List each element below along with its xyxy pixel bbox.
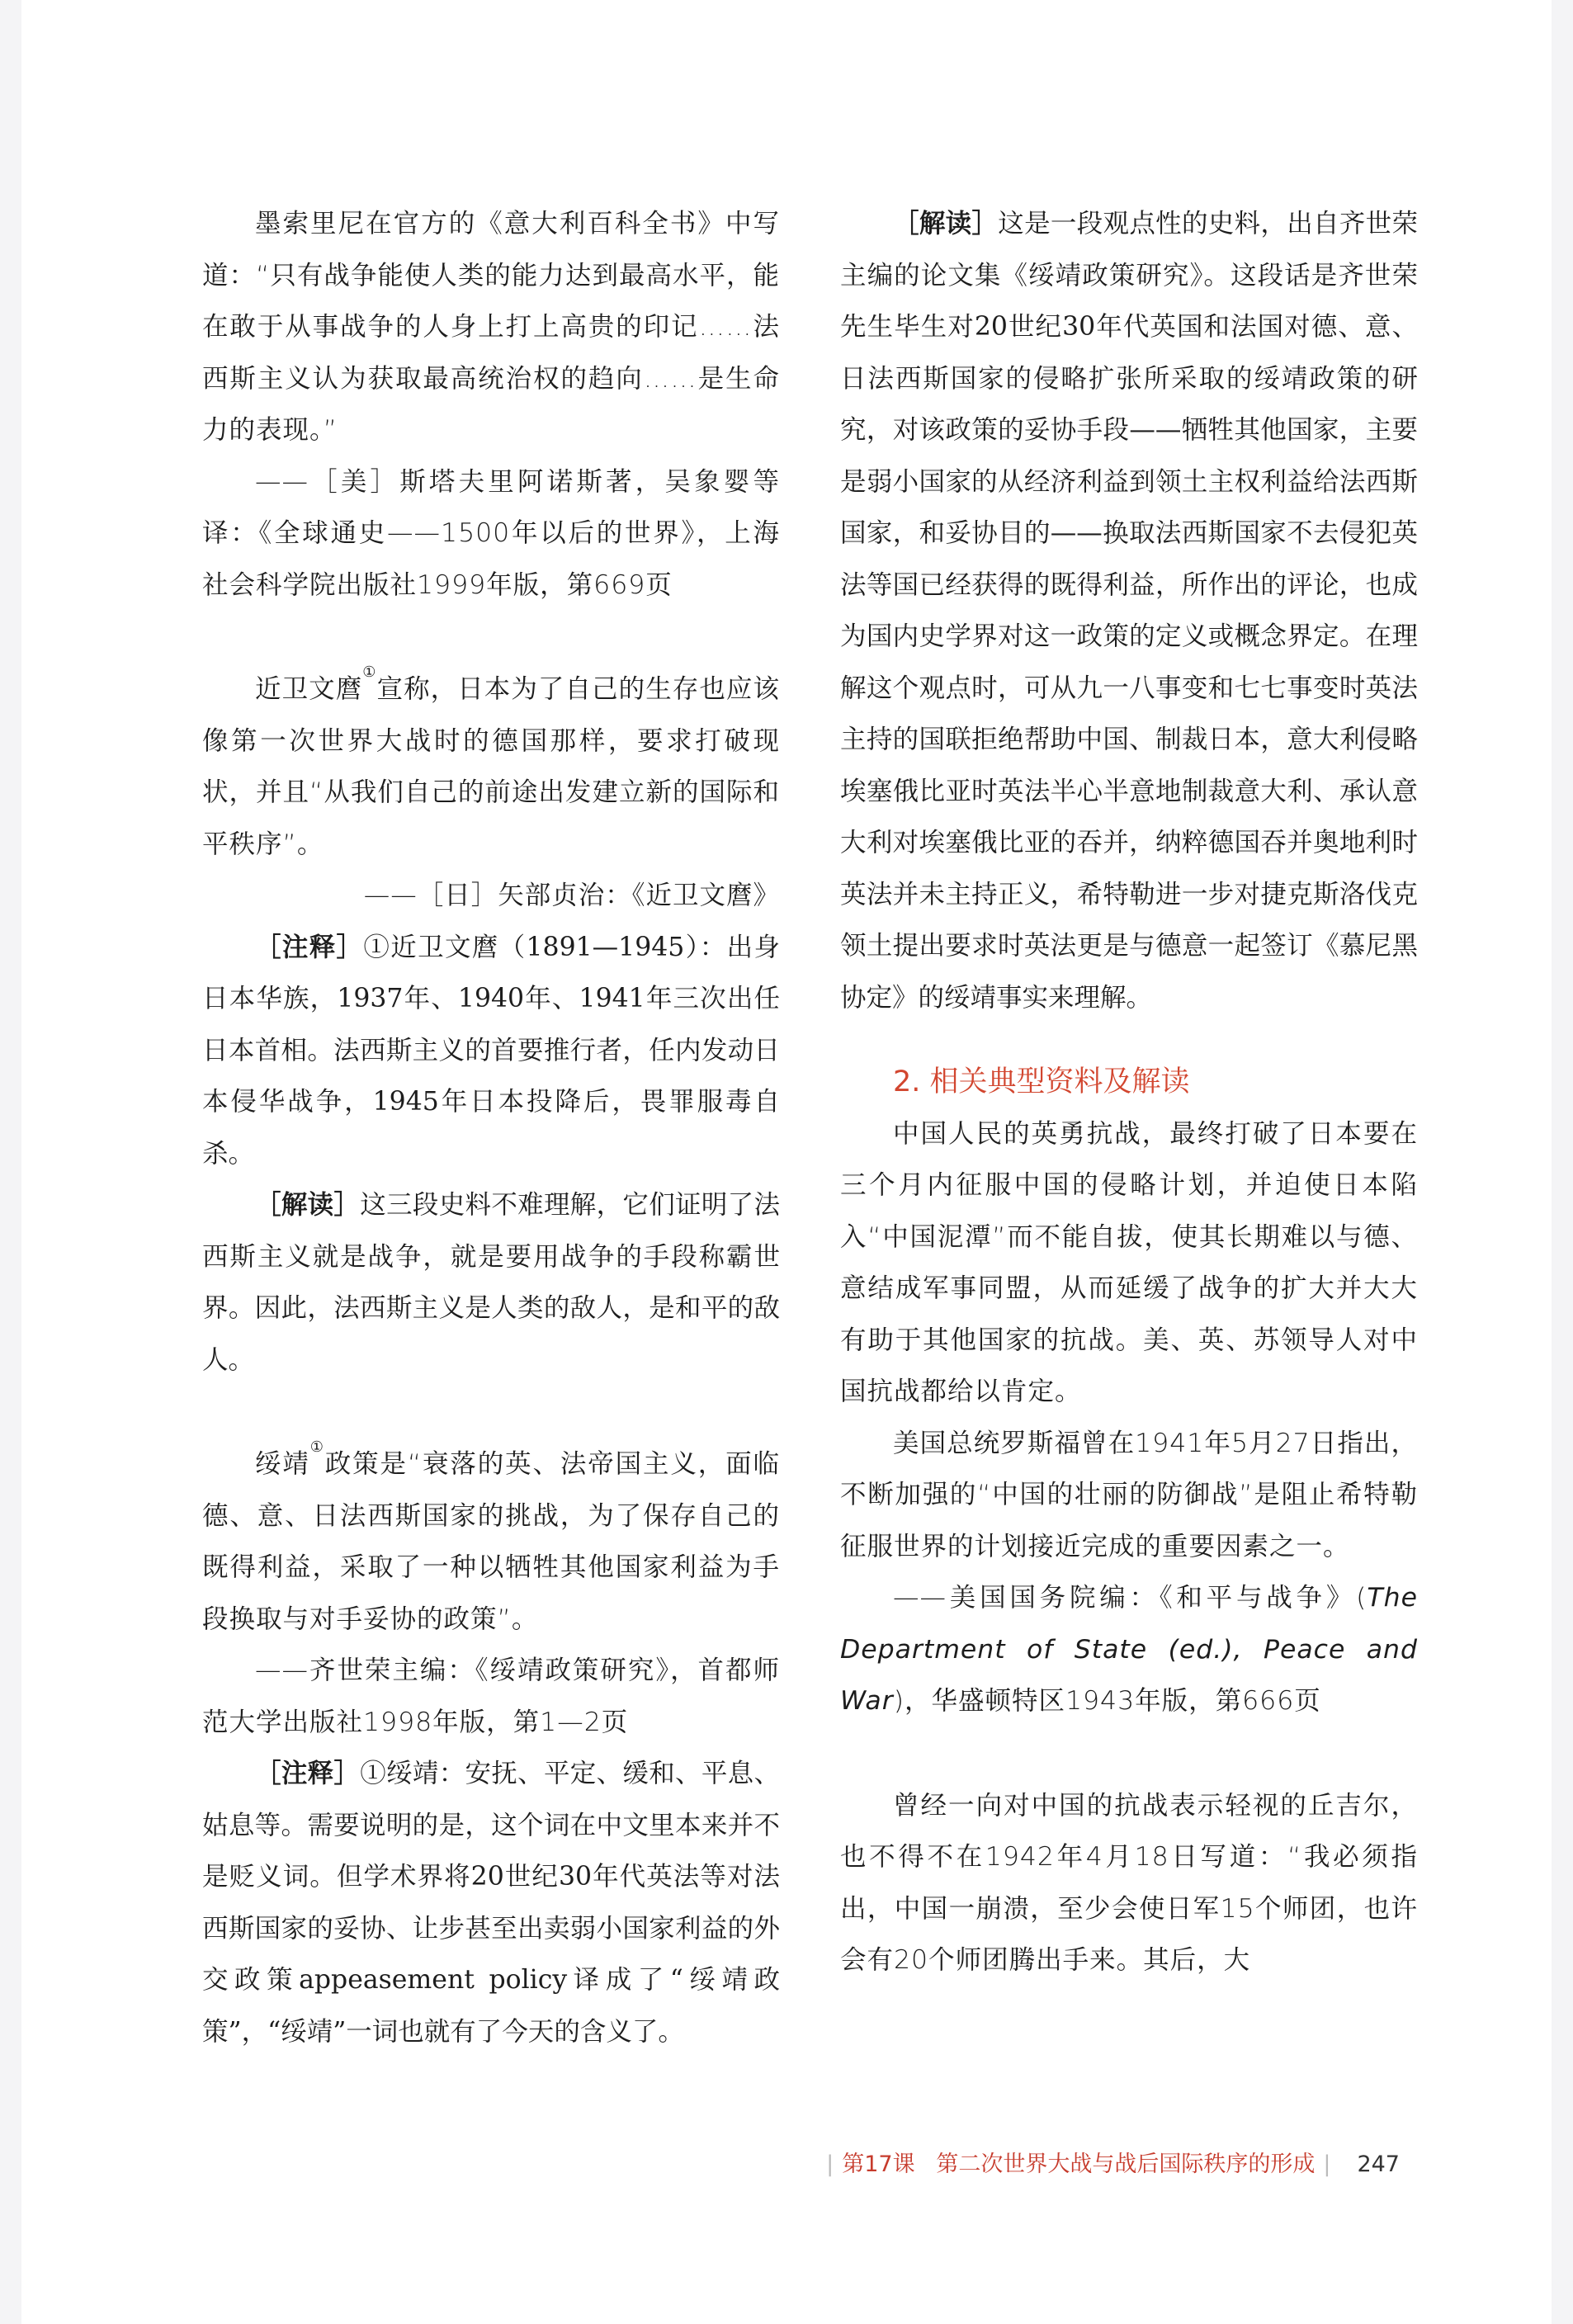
konoe-quote-post: 宣称，日本为了自己的生存也应该像第一次世界大战时的德国那样，要求打破现状，并且“从我们自己的前途出发建立新的国际和平秩序”。 (202, 674, 780, 859)
appeasement-quote (202, 1438, 780, 1645)
churchill-quote: 曾经一向对中国的抗战表示轻视的丘吉尔，也不得不在1942年4月18日写道：“我必须指出，中国一崩溃，至少会使日军15个师团，也许会有20个师团腾出手来。其后，大 (840, 1790, 1418, 1975)
footer-title: 第二次世界大战与战后国际秩序的形成 (936, 2152, 1316, 2177)
footnote-mark: ① (309, 1438, 325, 1456)
appeasement-note-text: ①绥靖：安抚、平定、缓和、平息、姑息等。需要说明的是，这个词在中文里本来并不是贬义词。但学术界将20世纪30年代英法等对法西斯国家的妥协、让步甚至出卖弱小国家利益的外交政策appeasement policy译成了“绥靖政策”，“绥靖”一词也就有了今天的含义了。 (202, 1759, 780, 2047)
spacer (202, 1386, 780, 1438)
roosevelt-source-pre: ——美国国务院编：《和平与战争》( (893, 1583, 1368, 1613)
appeasement-note (202, 1748, 780, 2057)
right-column (840, 198, 1418, 1986)
reading-paragraph-1 (202, 1179, 780, 1386)
konoe-source: ——［日］矢部贞治：《近卫文麿》 (363, 881, 780, 910)
roosevelt-source (840, 1572, 1418, 1727)
mussolini-quote: 墨索里尼在官方的《意大利百科全书》中写道：“只有战争能使人类的能力达到最高水平，能在敢于从事战争的人身上打上高贵的印记……法西斯主义认为获取最高统治权的趋向……是生命力的表现。” (202, 209, 780, 445)
reading-tag: ［解读］ (893, 209, 999, 239)
roosevelt-source-italic: The Department of State (ed.), Peace and War (840, 1583, 1418, 1716)
footer-divider: | (826, 2152, 834, 2177)
footnote-mark: ① (362, 663, 377, 681)
mussolini-source: ——［美］斯塔夫里阿诺斯著，吴象婴等译：《全球通史——1500年以后的世界》，上海社会科学院出版社1999年版，第669页 (202, 466, 780, 600)
reading-tag: ［解读］ (255, 1190, 361, 1220)
page-edge-right (1552, 0, 1573, 2324)
konoe-note (202, 922, 780, 1180)
spacer (840, 1727, 1418, 1780)
spacer (202, 611, 780, 664)
roosevelt-quote: 美国总统罗斯福曾在1941年5月27日指出，不断加强的“中国的壮丽的防御战”是阻止希特勒征服世界的计划接近完成的重要因素之一。 (840, 1428, 1418, 1561)
konoe-quote (202, 664, 780, 870)
reading-text-2: 这是一段观点性的史料，出自齐世荣主编的论文集《绥靖政策研究》。这段话是齐世荣先生毕生对20世纪30年代英国和法国对德、意、日法西斯国家的侵略扩张所采取的绥靖政策的研究，对该政策的妥协手段——牺牲其他国家，主要是弱小国家的从经济利益到领土主权利益给法西斯国家，和妥协目的——换取法西斯国家不去侵犯英法等国已经获得的既得利益，所作出的评论，也成为国内史学界对这一政策的定义或概念界定。在理解这个观点时，可从九一八事变和七七事变时英法主持的国联拒绝帮助中国、制裁日本，意大利侵略埃塞俄比亚时英法半心半意地制裁意大利、承认意大利对埃塞俄比亚的吞并，纳粹德国吞并奥地利时英法并未主持正义，希特勒进一步对捷克斯洛伐克领土提出要求时英法更是与德意一起签订《慕尼黑协定》的绥靖事实来理解。 (840, 209, 1418, 1013)
footer-divider: | (1323, 2152, 1331, 2177)
left-column (202, 198, 780, 2057)
konoe-note-text: ①近卫文麿（1891—1945）：出身日本华族，1937年、1940年、1941年三次出任日本首相。法西斯主义的首要推行者，任内发动日本侵华战争，1945年日本投降后，畏罪服毒自杀。 (202, 932, 780, 1169)
section-heading: 2. 相关典型资料及解读 (893, 1065, 1190, 1098)
footer-lesson: 第17课 (842, 2152, 915, 2177)
appeasement-quote-post: 政策是“衰落的英、法帝国主义，面临德、意、日法西斯国家的挑战，为了保存自己的既得利益，采取了一种以牺牲其他国家利益为手段换取与对手妥协的政策”。 (202, 1449, 780, 1634)
note-tag: ［注释］ (255, 932, 364, 962)
appeasement-quote-pre: 绥靖 (255, 1449, 310, 1479)
reading-text-1: 这三段史料不难理解，它们证明了法西斯主义就是战争，就是要用战争的手段称霸世界。因此，法西斯主义是人类的敌人，是和平的敌人。 (202, 1190, 780, 1375)
note-tag: ［注释］ (255, 1759, 361, 1788)
page-edge-left (0, 0, 21, 2324)
roosevelt-source-post: )，华盛顿特区1943年版，第666页 (893, 1686, 1321, 1716)
konoe-quote-pre: 近卫文麿 (255, 674, 363, 704)
page-number: 247 (1357, 2152, 1400, 2177)
china-resistance-paragraph: 中国人民的英勇抗战，最终打破了日本要在三个月内征服中国的侵略计划，并迫使日本陷入“中国泥潭”而不能自拔，使其长期难以与德、意结成军事同盟，从而延缓了战争的扩大并大大有助于其他国家的抗战。美、英、苏领导人对中国抗战都给以肯定。 (840, 1118, 1418, 1406)
spacer (840, 1023, 1418, 1056)
page-footer (818, 2146, 1400, 2178)
reading-paragraph-2 (840, 198, 1418, 1023)
appeasement-source: ——齐世荣主编：《绥靖政策研究》，首都师范大学出版社1998年版，第1—2页 (202, 1656, 780, 1737)
